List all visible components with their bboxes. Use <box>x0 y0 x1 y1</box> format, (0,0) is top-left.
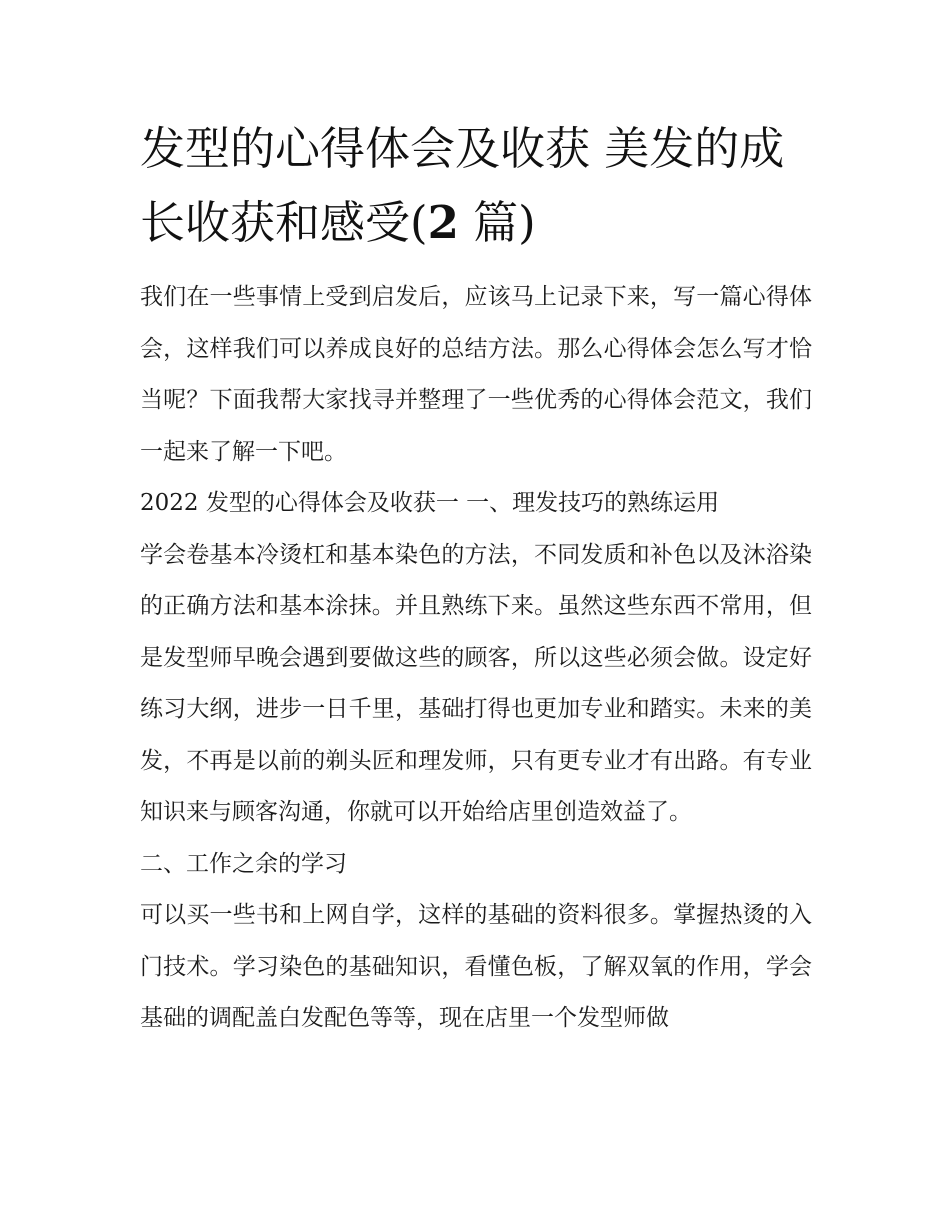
body-paragraph-2: 可以买一些书和上网自学，这样的基础的资料很多。掌握热烫的入门技术。学习染色的基础知识，看懂色板，了解双氧的作用，学会基础的调配盖白发配色等等，现在店里一个发型师做 <box>140 902 812 1031</box>
title-suffix: 篇) <box>458 196 536 249</box>
section-heading: 2022 发型的心得体会及收获一 一、理发技巧的熟练运用 <box>140 490 720 516</box>
title-number: 2 <box>427 196 459 249</box>
intro-paragraph: 我们在一些事情上受到启发后，应该马上记录下来，写一篇心得体会，这样我们可以养成良好的总结方法。那么心得体会怎么写才恰当呢？下面我帮大家找寻并整理了一些优秀的心得体会范文，我们一起来了解一下吧。 <box>140 284 812 465</box>
title-text: 发型的心得体会及收获 美发的成长收获和感受( <box>140 122 785 249</box>
body-paragraph-1: 学会卷基本冷烫杠和基本染色的方法，不同发质和补色以及沐浴染的正确方法和基本涂抹。并且熟练下来。虽然这些东西不常用，但是发型师早晚会遇到要做这些的顾客，所以这些必须会做。设定好练习大纲，进步一日千里，基础打得也更加专业和踏实。未来的美发，不再是以前的剃头匠和理发师，只有更专业才有出路。有专业知识来与顾客沟通，你就可以开始给店里创造效益了。 <box>140 541 812 825</box>
document-body <box>140 112 812 1045</box>
subheading-2: 二、工作之余的学习 <box>140 850 347 877</box>
document-title <box>140 112 812 260</box>
